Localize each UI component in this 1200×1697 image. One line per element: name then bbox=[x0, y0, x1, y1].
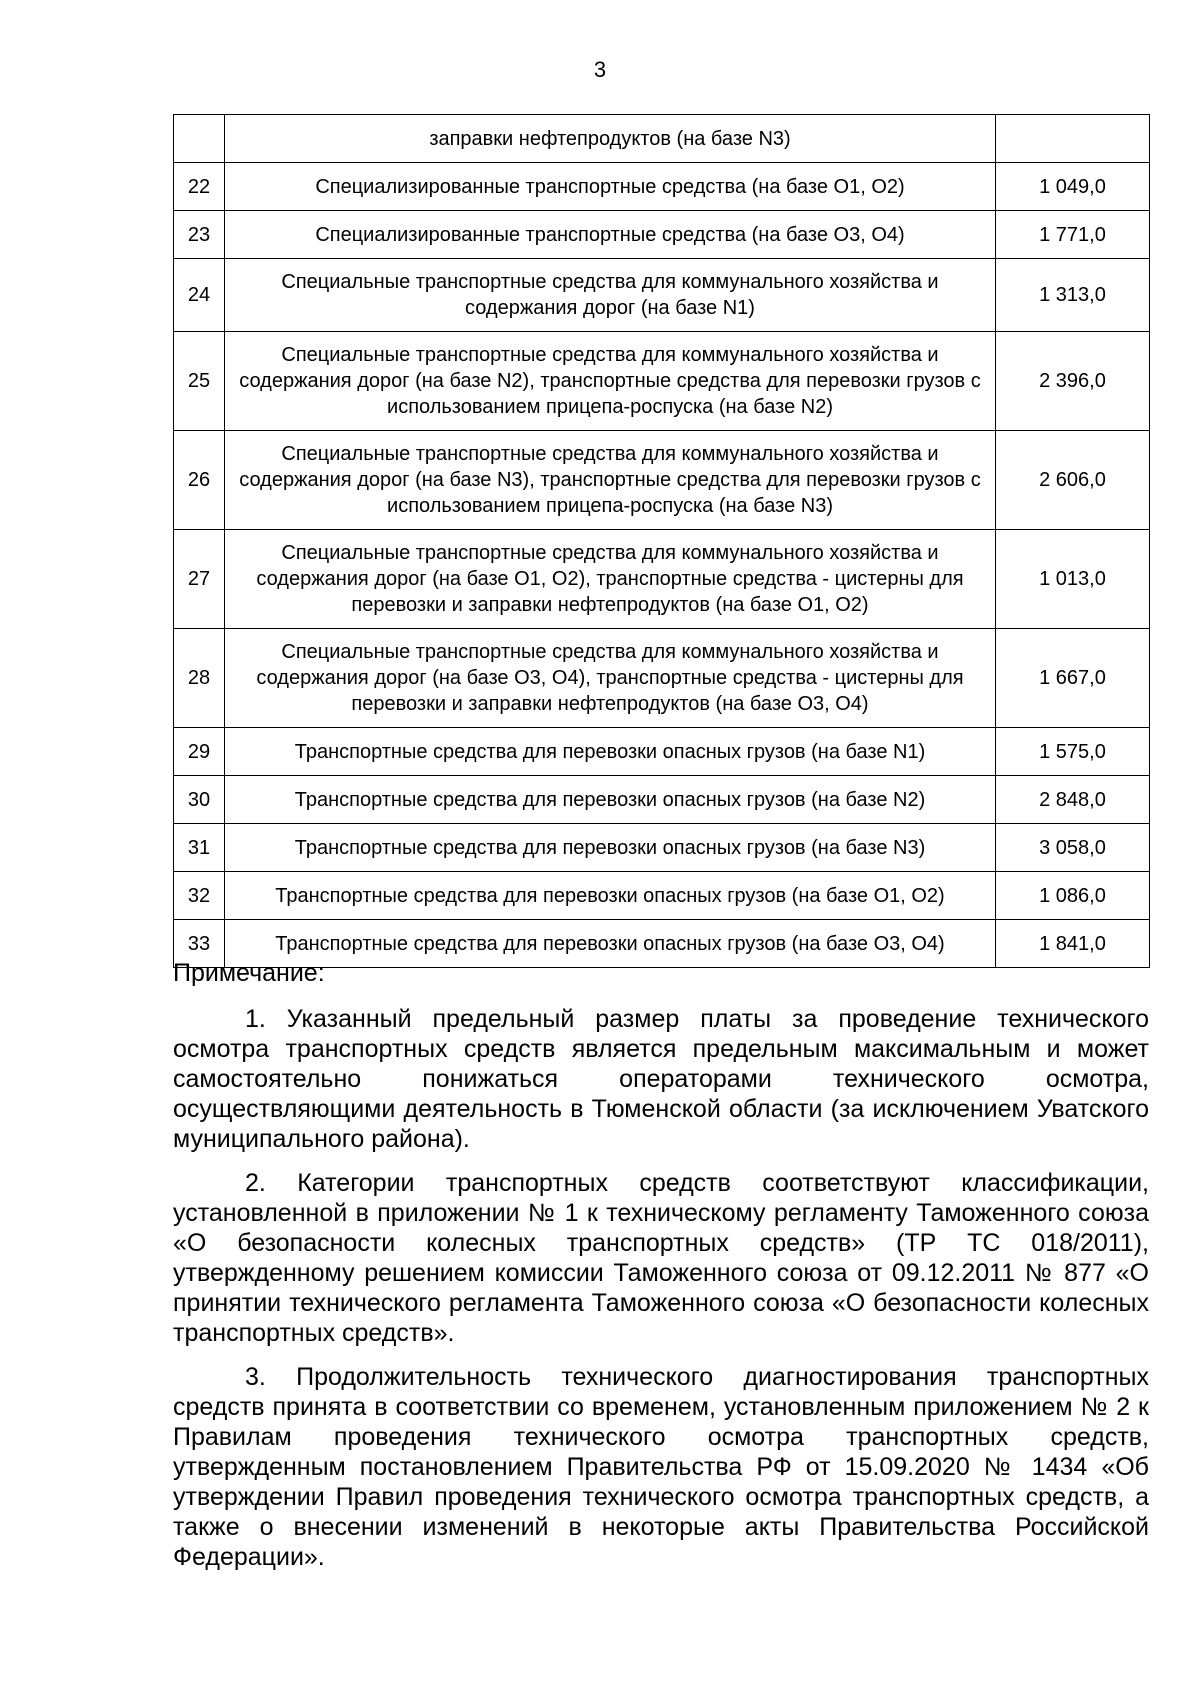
table-row bbox=[174, 530, 1150, 629]
fee-cell: 1 049,0 bbox=[996, 163, 1150, 211]
row-number-cell: 30 bbox=[174, 776, 225, 824]
table-row bbox=[174, 824, 1150, 872]
row-number-cell: 32 bbox=[174, 872, 225, 920]
row-number-cell: 24 bbox=[174, 259, 225, 332]
vehicle-category-cell: Специальные транспортные средства для коммунального хозяйства и содержания дорог (на базе N2), транспортные средства для перевозки грузов с использованием прицепа-роспуска (на базе N2) bbox=[225, 332, 996, 431]
fee-table bbox=[173, 114, 1150, 968]
fee-cell: 2 606,0 bbox=[996, 431, 1150, 530]
vehicle-category-cell: Специальные транспортные средства для коммунального хозяйства и содержания дорог (на базе N1) bbox=[225, 259, 996, 332]
vehicle-category-cell: Специализированные транспортные средства (на базе O1, O2) bbox=[225, 163, 996, 211]
vehicle-category-cell: Специальные транспортные средства для коммунального хозяйства и содержания дорог (на базе O1, O2), транспортные средства - цистерны для перевозки и заправки нефтепродуктов (на базе O1, O2) bbox=[225, 530, 996, 629]
row-number-cell: 27 bbox=[174, 530, 225, 629]
fee-cell bbox=[996, 115, 1150, 163]
fee-cell: 1 771,0 bbox=[996, 211, 1150, 259]
fee-cell: 1 841,0 bbox=[996, 920, 1150, 968]
fee-cell: 1 013,0 bbox=[996, 530, 1150, 629]
fee-cell: 1 086,0 bbox=[996, 872, 1150, 920]
row-number-cell: 25 bbox=[174, 332, 225, 431]
row-number-cell: 23 bbox=[174, 211, 225, 259]
vehicle-category-cell: Транспортные средства для перевозки опасных грузов (на базе O3, O4) bbox=[225, 920, 996, 968]
vehicle-category-cell: Транспортные средства для перевозки опасных грузов (на базе N1) bbox=[225, 728, 996, 776]
fee-cell: 3 058,0 bbox=[996, 824, 1150, 872]
table-row bbox=[174, 728, 1150, 776]
vehicle-category-cell: Транспортные средства для перевозки опасных грузов (на базе N3) bbox=[225, 824, 996, 872]
note-paragraph: 3. Продолжительность технического диагностирования транспортных средств принята в соответствии со временем, установленным приложением № 2 к Правилам проведения технического осмотра транспортных средств, утвержденным постановлением Правительства РФ от 15.09.2020 № 1434 «Об утверждении Правил проведения технического осмотра транспортных средств, а также о внесении изменений в некоторые акты Правительства Российской Федерации». bbox=[173, 1363, 1149, 1571]
fee-cell: 2 848,0 bbox=[996, 776, 1150, 824]
row-number-cell: 33 bbox=[174, 920, 225, 968]
vehicle-category-cell: Специализированные транспортные средства (на базе O3, O4) bbox=[225, 211, 996, 259]
fee-cell: 1 575,0 bbox=[996, 728, 1150, 776]
vehicle-category-cell: Специальные транспортные средства для коммунального хозяйства и содержания дорог (на базе N3), транспортные средства для перевозки грузов с использованием прицепа-роспуска (на базе N3) bbox=[225, 431, 996, 530]
fee-cell: 1 313,0 bbox=[996, 259, 1150, 332]
table-row bbox=[174, 115, 1150, 163]
row-number-cell bbox=[174, 115, 225, 163]
fee-cell: 1 667,0 bbox=[996, 629, 1150, 728]
fee-cell: 2 396,0 bbox=[996, 332, 1150, 431]
row-number-cell: 26 bbox=[174, 431, 225, 530]
table-row bbox=[174, 776, 1150, 824]
notes-section bbox=[173, 958, 1149, 1586]
notes-title: Примечание: bbox=[173, 959, 325, 987]
table-row bbox=[174, 259, 1150, 332]
table-row bbox=[174, 629, 1150, 728]
table-row bbox=[174, 332, 1150, 431]
note-paragraph: 1. Указанный предельный размер платы за проведение технического осмотра транспортных средств является предельным максимальным и может самостоятельно понижаться операторами технического осмотра, осуществляющими деятельность в Тюменской области (за исключением Уватского муниципального района). bbox=[173, 1005, 1149, 1153]
table-row bbox=[174, 431, 1150, 530]
table-row bbox=[174, 211, 1150, 259]
vehicle-category-cell: заправки нефтепродуктов (на базе N3) bbox=[225, 115, 996, 163]
table-row bbox=[174, 872, 1150, 920]
vehicle-category-cell: Транспортные средства для перевозки опасных грузов (на базе O1, O2) bbox=[225, 872, 996, 920]
note-paragraph: 2. Категории транспортных средств соответствуют классификации, установленной в приложении № 1 к техническому регламенту Таможенного союза «О безопасности колесных транспортных средств» (ТР ТС 018/2011), утвержденному решением комиссии Таможенного союза от 09.12.2011 № 877 «О принятии технического регламента Таможенного союза «О безопасности колесных транспортных средств». bbox=[173, 1169, 1149, 1347]
row-number-cell: 31 bbox=[174, 824, 225, 872]
row-number-cell: 22 bbox=[174, 163, 225, 211]
page-number: 3 bbox=[593, 57, 607, 82]
vehicle-category-cell: Специальные транспортные средства для коммунального хозяйства и содержания дорог (на базе O3, O4), транспортные средства - цистерны для перевозки и заправки нефтепродуктов (на базе O3, O4) bbox=[225, 629, 996, 728]
row-number-cell: 28 bbox=[174, 629, 225, 728]
row-number-cell: 29 bbox=[174, 728, 225, 776]
table-row bbox=[174, 163, 1150, 211]
vehicle-category-cell: Транспортные средства для перевозки опасных грузов (на базе N2) bbox=[225, 776, 996, 824]
